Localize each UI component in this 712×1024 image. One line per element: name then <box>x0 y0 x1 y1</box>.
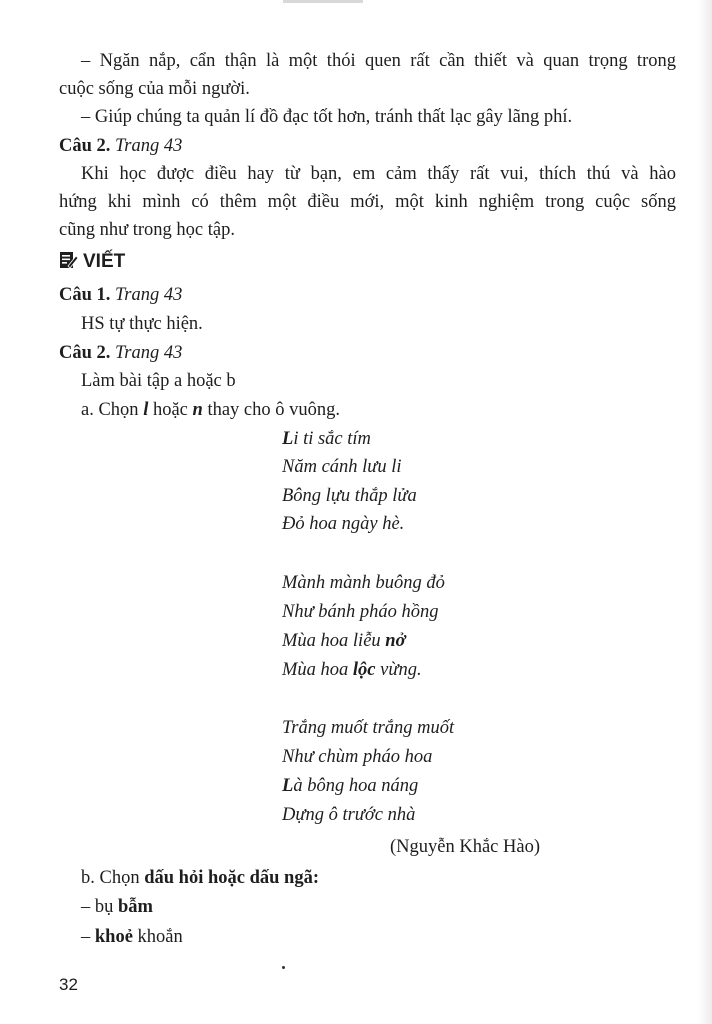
cau-2-heading <box>59 134 182 158</box>
paragraph-3-line-1: Khi học được điều hay từ bạn, em cảm thấy rất vui, thích thú và hào <box>81 164 676 184</box>
poem-line: Là bông hoa náng <box>282 776 419 796</box>
viet-cau-1-heading <box>59 283 182 307</box>
poem-line: Bông lựu thắp lửa <box>282 486 417 506</box>
write-icon <box>59 250 79 277</box>
exercise-a-mid: hoặc <box>148 400 193 420</box>
poem-line: Mành mành buông đỏ <box>282 573 445 593</box>
exercise-a-prefix: a. Chọn <box>81 400 144 420</box>
poem-line: Đỏ hoa ngày hè. <box>282 514 405 534</box>
poem-line: Như bánh pháo hồng <box>282 602 439 622</box>
top-edge-mark <box>283 0 363 3</box>
section-viet-heading <box>59 250 125 277</box>
page-number: 32 <box>59 975 78 994</box>
exercise-a-instruction <box>81 398 340 422</box>
viet-cau-2-heading <box>59 341 182 365</box>
letter-l: l <box>143 400 149 420</box>
exercise-b-item-1: – bụ bẫm <box>81 897 153 917</box>
poem-line: Li ti sắc tím <box>282 429 371 449</box>
viet-cau-1-text: HS tự thực hiện. <box>81 314 203 334</box>
letter-n: n <box>192 400 203 420</box>
exercise-b-instruction <box>81 866 319 890</box>
viet-cau-1-label: Câu 1. <box>59 285 111 305</box>
viet-cau-2-label: Câu 2. <box>59 343 111 363</box>
exercise-b-prefix: b. Chọn <box>81 868 145 888</box>
section-viet-label: VIẾT <box>83 251 126 272</box>
poem-line: Năm cánh lưu li <box>282 457 402 477</box>
paragraph-3-line-3: cũng như trong học tập. <box>59 220 235 240</box>
viet-cau-2-text: Làm bài tập a hoặc b <box>81 371 236 391</box>
poem-line: Mùa hoa lộc vừng. <box>282 660 422 680</box>
viet-cau-2-page-ref: Trang 43 <box>115 343 183 363</box>
poem-author: (Nguyễn Khắc Hào) <box>390 837 540 857</box>
paragraph-3-line-2: hứng khi mình có thêm một điều mới, một kinh nghiệm trong cuộc sống <box>59 192 676 212</box>
exercise-a-suffix: thay cho ô vuông. <box>202 400 340 420</box>
poem-line: Trắng muốt trắng muốt <box>282 718 455 738</box>
cau-2-page-ref: Trang 43 <box>115 136 183 156</box>
viet-cau-1-page-ref: Trang 43 <box>115 285 183 305</box>
stray-dot <box>282 966 285 969</box>
exercise-b-item-2: – khoẻ khoắn <box>81 927 183 947</box>
paragraph-1-line-2: cuộc sống của mỗi người. <box>59 79 250 99</box>
paragraph-2-line-1: – Giúp chúng ta quản lí đồ đạc tốt hơn, tránh thất lạc gây lãng phí. <box>81 107 573 127</box>
paragraph-1-line-1: – Ngăn nắp, cẩn thận là một thói quen rất cần thiết và quan trọng trong <box>81 51 676 71</box>
poem-line: Mùa hoa liễu nở <box>282 631 406 651</box>
poem-line: Dựng ô trước nhà <box>282 805 416 825</box>
poem-line: Như chùm pháo hoa <box>282 747 433 767</box>
cau-2-label: Câu 2. <box>59 136 111 156</box>
exercise-b-bold: dấu hỏi hoặc dấu ngã: <box>144 868 320 888</box>
page-edge-shadow <box>698 0 712 1024</box>
